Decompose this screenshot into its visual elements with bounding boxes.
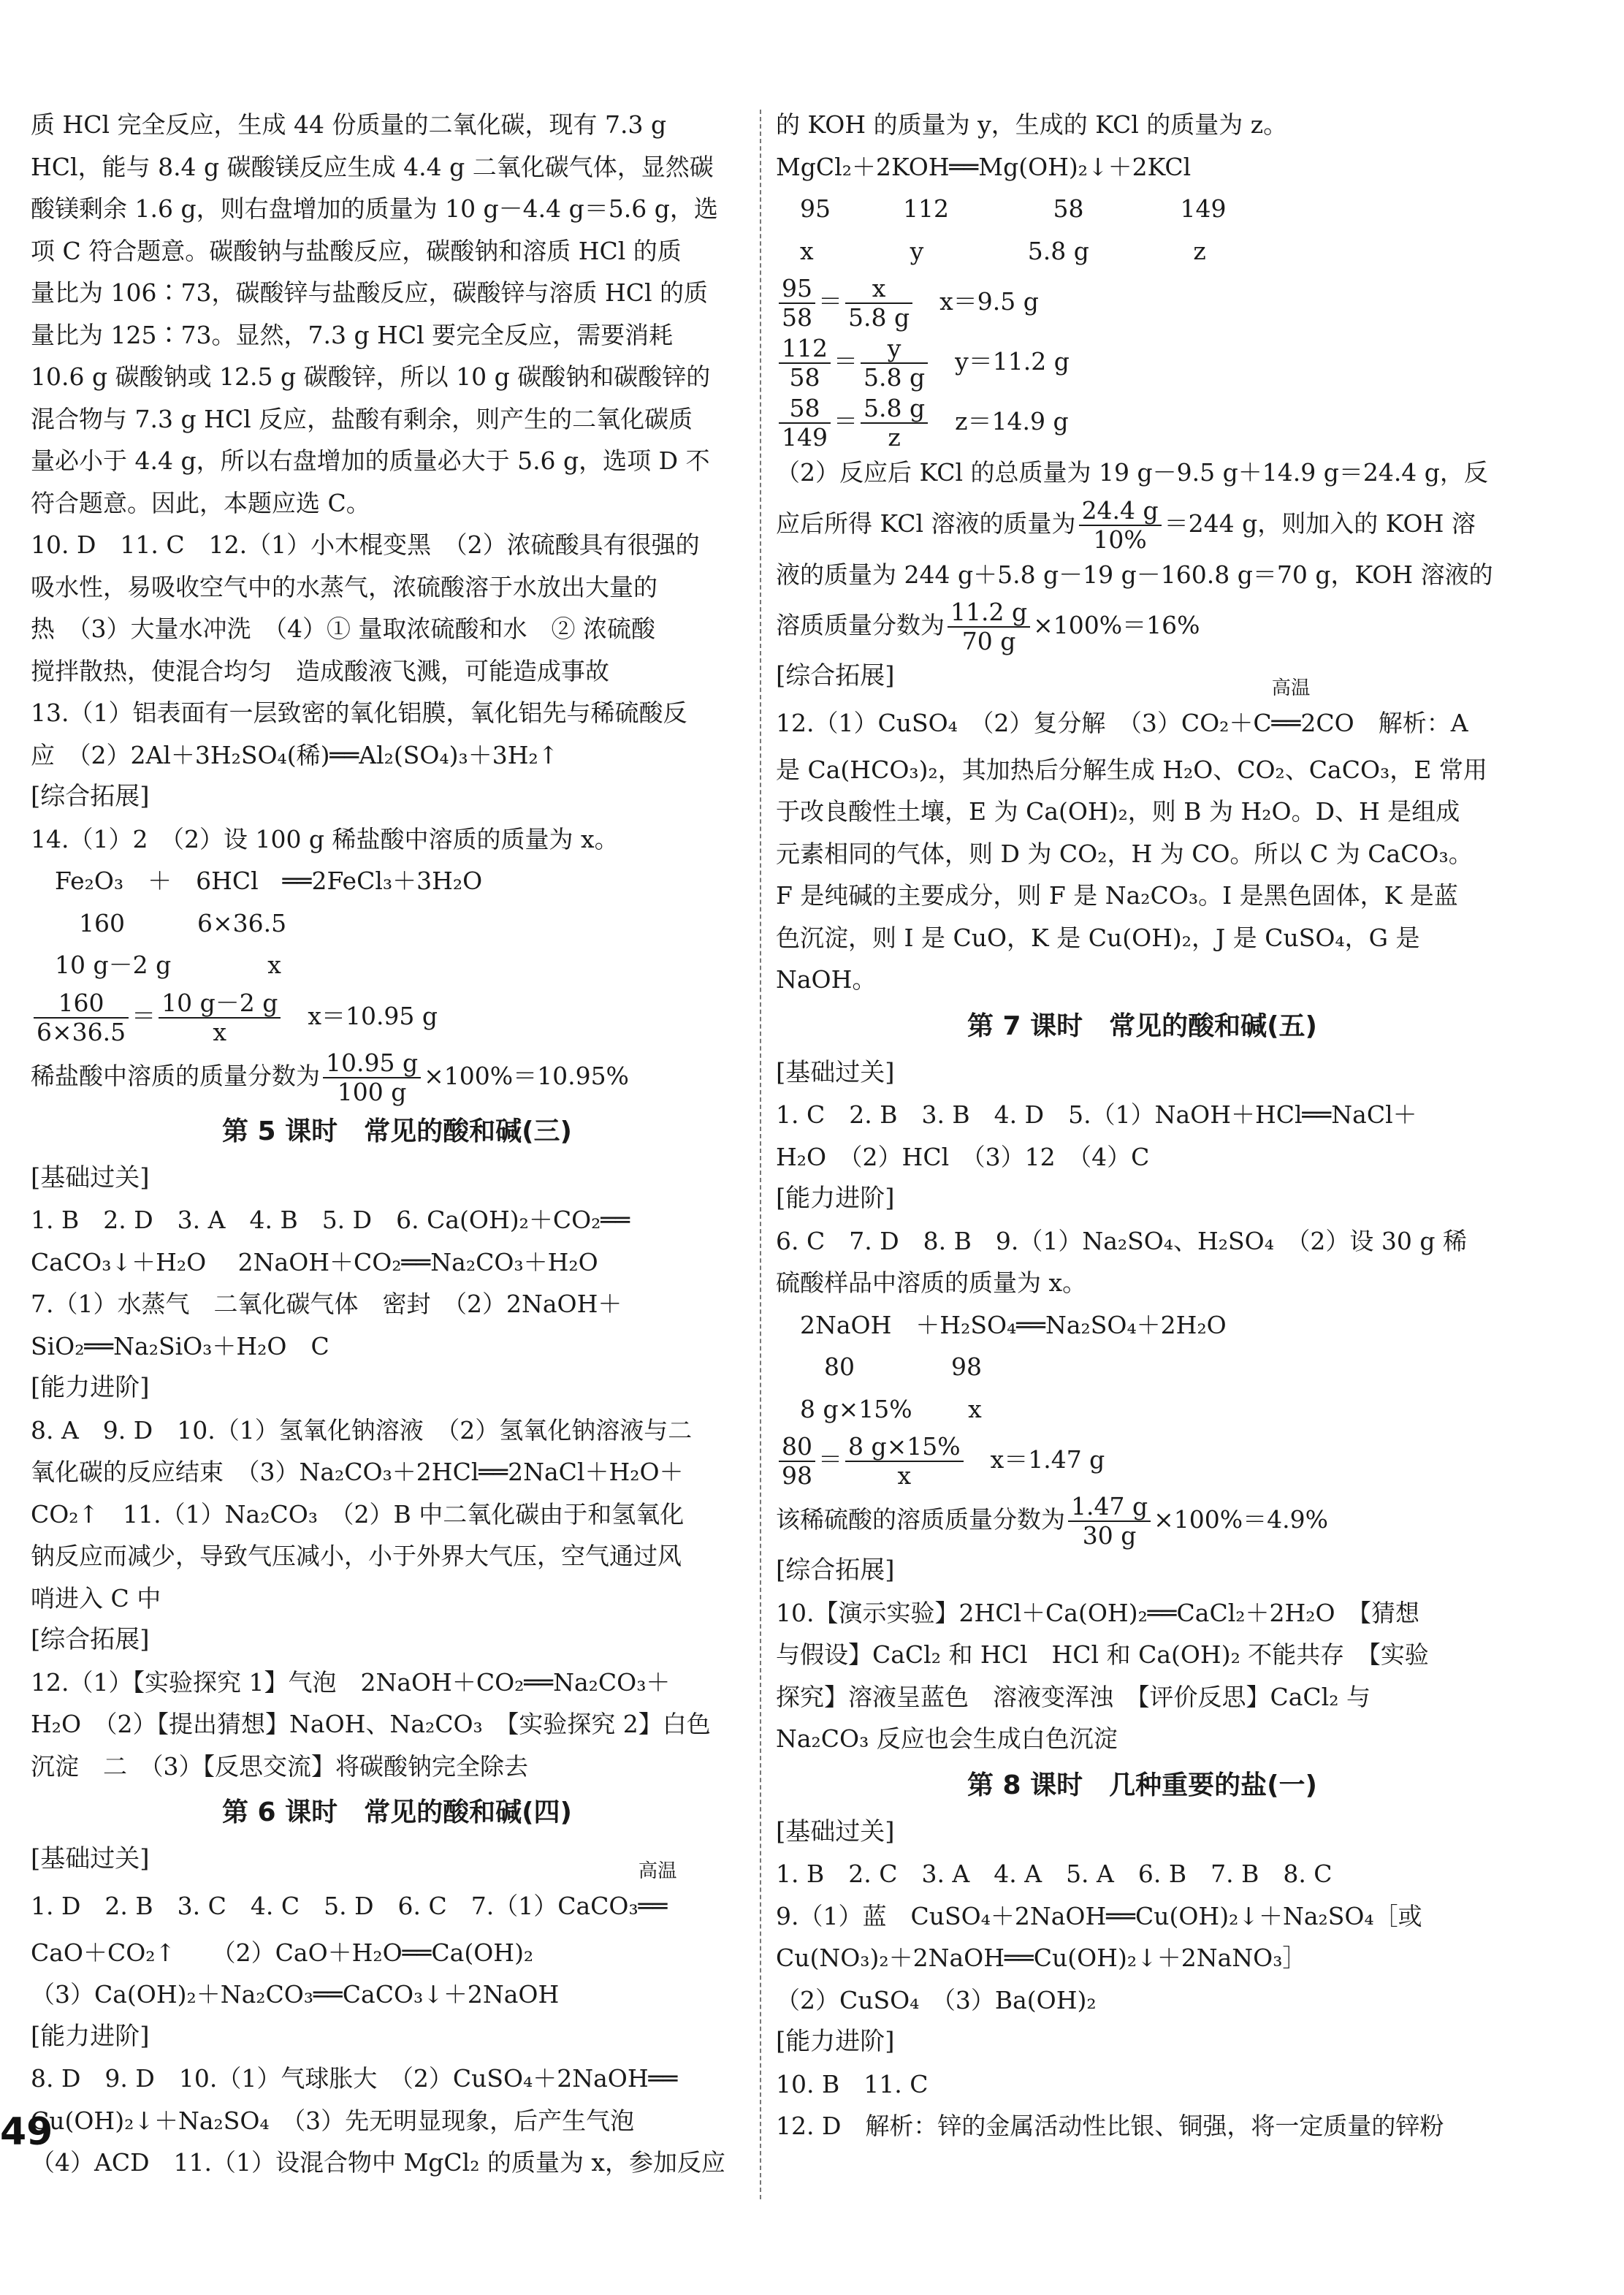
text-line: 的 KOH 的质量为 y，生成的 KCl 的质量为 z。 (776, 110, 1288, 139)
text-line: 12.（1）【实验探究 1】气泡 2NaOH＋CO₂══Na₂CO₃＋ (31, 1667, 671, 1697)
formula-suffix: ×100%＝4.9% (1154, 1505, 1328, 1534)
text-line: 酸镁剩余 1.6 g，则右盘增加的质量为 10 g－4.4 g＝5.6 g，选 (31, 194, 718, 223)
formula-prefix: 12.（1）CuSO₄ （2）复分解 （3）CO₂＋C (776, 708, 1272, 737)
text-line: 2NaOH ＋H₂SO₄══Na₂SO₄＋2H₂O (776, 1310, 1227, 1339)
text-line: （3）Ca(OH)₂＋Na₂CO₃══CaCO₃↓＋2NaOH (31, 1980, 560, 2009)
text-line: 是 Ca(HCO₃)₂，其加热后分解生成 H₂O、CO₂、CaCO₃，E 常用 (776, 755, 1487, 784)
text-line: HCl，能与 8.4 g 碳酸镁反应生成 4.4 g 二氧化碳气体，显然碳 (31, 152, 714, 181)
text-line: Cu(NO₃)₂＋2NaOH══Cu(OH)₂↓＋2NaNO₃］ (776, 1944, 1307, 1972)
text-line: 元素相同的气体，则 D 为 CO₂，H 为 CO。所以 C 为 CaCO₃。 (776, 839, 1473, 868)
text-line: x y 5.8 g z (776, 236, 1206, 265)
formula-line (776, 332, 1509, 392)
fraction-numerator: 112 (779, 335, 831, 364)
formula-line (776, 595, 1509, 655)
text-line: 于改良酸性土壤，E 为 Ca(OH)₂，则 B 为 H₂O。D、H 是组成 (776, 797, 1460, 826)
text-line: 色沉淀，则 I 是 CuO，K 是 Cu(OH)₂，J 是 CuSO₄，G 是 (776, 923, 1420, 952)
formula-line (31, 1046, 763, 1106)
text-line: 液的质量为 244 g＋5.8 g－19 g－160.8 g＝70 g，KOH 溶液的 (776, 560, 1493, 589)
fraction-numerator: 8 g×15% (845, 1433, 964, 1462)
text-line: 吸水性，易吸收空气中的水蒸气，浓硫酸溶于水放出大量的 (31, 572, 657, 601)
text-line: 符合题意。因此，本题应选 C。 (31, 488, 370, 517)
section-label: [能力进阶] (31, 2021, 150, 2051)
formula-prefix: 溶质质量分数为 (776, 611, 945, 639)
fraction-denominator: 5.8 g (848, 303, 910, 332)
text-line: 80 98 (776, 1352, 982, 1381)
formula-suffix: x＝10.95 g (283, 1001, 438, 1030)
fraction-denominator: x (213, 1017, 227, 1046)
fraction-numerator: 10.95 g (323, 1049, 421, 1078)
formula-line (31, 986, 763, 1046)
fraction-denominator: 100 g (337, 1077, 407, 1106)
equals-sign: ＝ (818, 1445, 842, 1474)
fraction-numerator: 10 g－2 g (159, 989, 281, 1019)
text-line: NaOH。 (776, 965, 877, 994)
fraction-denominator: 5.8 g (864, 363, 926, 392)
formula-prefix: 该稀硫酸的溶质质量分数为 (776, 1505, 1065, 1534)
fraction-numerator: 95 (779, 275, 815, 304)
reaction-condition: 高温 (1271, 677, 1311, 700)
text-line: 160 6×36.5 (31, 908, 287, 937)
text-line: H₂O （2）【提出猜想】NaOH、Na₂CO₃ 【实验探究 2】白色 (31, 1710, 711, 1738)
fraction-denominator: 58 (789, 363, 820, 392)
equals-sign: ＝ (834, 407, 858, 435)
lesson-heading: 第 7 课时 常见的酸和碱(五) (967, 1011, 1318, 1041)
fraction-denominator: x (897, 1461, 912, 1490)
text-line: 硫酸样品中溶质的质量为 x。 (776, 1268, 1087, 1297)
text-line: 10.【演示实验】2HCl＋Ca(OH)₂══CaCl₂＋2H₂O 【猜想 (776, 1598, 1420, 1627)
fraction-denominator: z (888, 423, 901, 452)
formula-prefix: 稀盐酸中溶质的质量分数为 (31, 1061, 320, 1090)
fraction-numerator: 11.2 g (948, 598, 1030, 628)
text-line: （2）CuSO₄ （3）Ba(OH)₂ (776, 1985, 1097, 2014)
text-line: CaO＋CO₂↑ （2）CaO＋H₂O══Ca(OH)₂ (31, 1938, 534, 1967)
text-line: 量必小于 4.4 g，所以右盘增加的质量必大于 5.6 g，选项 D 不 (31, 446, 710, 475)
fraction (861, 395, 928, 452)
text-line: 14.（1）2 （2）设 100 g 稀盐酸中溶质的质量为 x。 (31, 824, 619, 853)
fraction (845, 1433, 964, 1490)
page-number: 49 (0, 2110, 53, 2154)
column-divider (760, 110, 761, 2199)
formula-suffix: y＝11.2 g (931, 347, 1070, 376)
section-label: [基础过关] (776, 1816, 895, 1846)
section-label: [能力进阶] (776, 1184, 895, 1213)
text-line: 热 （3）大量水冲洗 （4）① 量取浓硫酸和水 ② 浓硫酸 (31, 614, 655, 643)
formula-suffix: z＝14.9 g (931, 407, 1069, 435)
text-line: 量比为 125∶73。显然，7.3 g HCl 要完全反应，需要消耗 (31, 320, 674, 349)
text-line: （2）反应后 KCl 的总质量为 19 g－9.5 g＋14.9 g＝24.4 g，反 (776, 458, 1488, 487)
text-line: 沉淀 二 （3）【反思交流】将碳酸钠完全除去 (31, 1751, 528, 1781)
formula-prefix: 1. D 2. B 3. C 4. C 5. D 6. C 7.（1）CaCO₃ (31, 1891, 638, 1920)
section-label: [基础过关] (31, 1162, 150, 1192)
text-line: 8. D 9. D 10.（1）气球胀大 （2）CuSO₄＋2NaOH══ (31, 2064, 678, 2093)
fraction (159, 989, 281, 1046)
reaction-equals: ══ (638, 1891, 668, 1920)
text-line: 7.（1）水蒸气 二氧化碳气体 密封 （2）2NaOH＋ (31, 1290, 622, 1318)
text-line: 钠反应而减少，导致气压减小，小于外界大气压，空气通过风 (31, 1542, 682, 1570)
reaction-arrow (638, 1860, 677, 1932)
fraction (1068, 1493, 1151, 1550)
fraction (779, 275, 815, 332)
fraction (1079, 497, 1162, 554)
text-line: 1. C 2. B 3. B 4. D 5.（1）NaOH＋HCl══NaCl＋ (776, 1100, 1417, 1129)
fraction (845, 275, 912, 332)
text-line: 氧化碳的反应结束 （3）Na₂CO₃＋2HCl══2NaCl＋H₂O＋ (31, 1458, 684, 1486)
formula-suffix: ×100%＝16% (1033, 611, 1200, 639)
text-line: （4）ACD 11.（1）设混合物中 MgCl₂ 的质量为 x，参加反应 (31, 2148, 726, 2177)
equals-sign: ＝ (818, 287, 842, 316)
text-line: 10.6 g 碳酸钠或 12.5 g 碳酸锌，所以 10 g 碳酸钠和碳酸锌的 (31, 362, 711, 391)
fraction (323, 1049, 421, 1106)
formula-suffix: ×100%＝10.95% (424, 1061, 629, 1090)
text-line: Na₂CO₃ 反应也会生成白色沉淀 (776, 1724, 1118, 1753)
section-label: [综合拓展] (31, 1625, 150, 1654)
section-label: [基础过关] (776, 1057, 895, 1087)
fraction-numerator: x (845, 275, 912, 304)
text-line: MgCl₂＋2KOH══Mg(OH)₂↓＋2KCl (776, 152, 1192, 181)
formula-line (31, 1860, 763, 1932)
text-line: 项 C 符合题意。碳酸钠与盐酸反应，碳酸钠和溶质 HCl 的质 (31, 236, 682, 265)
fraction (779, 1433, 815, 1490)
text-line: 质 HCl 完全反应，生成 44 份质量的二氧化碳，现有 7.3 g (31, 110, 667, 139)
formula-suffix: 2CO 解析：A (1300, 708, 1468, 737)
reaction-equals: ══ (1271, 708, 1301, 737)
section-label: [综合拓展] (31, 782, 150, 811)
text-line: 搅拌散热，使混合均匀 造成酸液飞溅，可能造成事故 (31, 656, 609, 685)
text-line: 混合物与 7.3 g HCl 反应，盐酸有剩余，则产生的二氧化碳质 (31, 404, 693, 433)
fraction-numerator: 5.8 g (861, 395, 928, 424)
fraction-denominator: 149 (782, 423, 828, 452)
fraction (779, 335, 831, 392)
text-line: 12. D 解析：锌的金属活动性比银、铜强，将一定质量的锌粉 (776, 2112, 1444, 2140)
fraction-denominator: 10% (1093, 525, 1147, 554)
formula-line (776, 677, 1509, 749)
fraction-numerator: 24.4 g (1079, 497, 1162, 526)
fraction-denominator: 98 (782, 1461, 812, 1490)
formula-line (776, 494, 1509, 554)
text-line: H₂O （2）HCl （3）12 （4）C (776, 1142, 1150, 1171)
formula-prefix: 应后所得 KCl 溶液的质量为 (776, 509, 1076, 538)
formula-line (776, 392, 1509, 452)
fraction (779, 395, 831, 452)
section-label: [基础过关] (31, 1844, 150, 1873)
fraction-numerator: 80 (779, 1433, 815, 1462)
text-line: 13.（1）铝表面有一层致密的氧化铝膜，氧化铝先与稀硫酸反 (31, 699, 687, 727)
lesson-heading: 第 8 课时 几种重要的盐(一) (967, 1770, 1318, 1800)
text-line: 10. D 11. C 12.（1）小木棍变黑 （2）浓硫酸具有很强的 (31, 530, 700, 559)
text-line: 量比为 106∶73，碳酸锌与盐酸反应，碳酸锌与溶质 HCl 的质 (31, 278, 709, 307)
equals-sign: ＝ (834, 347, 858, 376)
text-line: 探究】溶液呈蓝色 溶液变浑浊 【评价反思】CaCl₂ 与 (776, 1682, 1371, 1711)
formula-suffix: ＝244 g，则加入的 KOH 溶 (1164, 509, 1476, 538)
section-label: [综合拓展] (776, 1556, 895, 1585)
fraction (948, 598, 1030, 655)
formula-line (776, 272, 1509, 332)
text-line: 8. A 9. D 10.（1）氢氧化钠溶液 （2）氢氧化钠溶液与二 (31, 1415, 693, 1445)
formula-suffix: x＝9.5 g (915, 287, 1039, 316)
fraction-denominator: 6×36.5 (37, 1017, 126, 1046)
section-label: [能力进阶] (31, 1373, 150, 1402)
right-column (776, 104, 1509, 2147)
text-line: Fe₂O₃ ＋ 6HCl ══2FeCl₃＋3H₂O (31, 867, 483, 895)
section-label: [综合拓展] (776, 661, 895, 690)
text-line: Cu(OH)₂↓＋Na₂SO₄ （3）先无明显现象，后产生气泡 (31, 2106, 635, 2135)
text-line: 1. B 2. C 3. A 4. A 5. A 6. B 7. B 8. C (776, 1860, 1333, 1888)
fraction-denominator: 58 (782, 303, 812, 332)
text-line: 哨进入 C 中 (31, 1583, 161, 1613)
formula-suffix: x＝1.47 g (966, 1445, 1105, 1474)
text-line: 8 g×15% x (776, 1394, 982, 1423)
formula-line (776, 1490, 1509, 1550)
text-line: 95 112 58 149 (776, 194, 1227, 223)
text-line: F 是纯碱的主要成分，则 F 是 Na₂CO₃。I 是黑色固体，K 是蓝 (776, 881, 1458, 910)
formula-line (776, 1430, 1509, 1490)
fraction-numerator: 58 (779, 395, 831, 424)
text-line: 1. B 2. D 3. A 4. B 5. D 6. Ca(OH)₂＋CO₂══ (31, 1206, 630, 1234)
left-column (31, 104, 763, 2184)
fraction-denominator: 30 g (1082, 1521, 1137, 1550)
text-line: CO₂↑ 11.（1）Na₂CO₃ （2）B 中二氧化碳由于和氢氧化 (31, 1499, 685, 1529)
fraction (861, 335, 928, 392)
equals-sign: ＝ (131, 1001, 156, 1030)
fraction (34, 989, 129, 1046)
fraction-denominator: 70 g (961, 627, 1016, 655)
text-line: SiO₂══Na₂SiO₃＋H₂O C (31, 1331, 329, 1360)
fraction-numerator: y (861, 335, 928, 364)
text-line: 10 g－2 g x (31, 951, 281, 979)
text-line: 10. B 11. C (776, 2069, 929, 2098)
fraction-numerator: 160 (34, 989, 129, 1019)
text-line: 6. C 7. D 8. B 9.（1）Na₂SO₄、H₂SO₄ （2）设 30 g 稀 (776, 1226, 1468, 1255)
lesson-heading: 第 6 课时 常见的酸和碱(四) (221, 1797, 573, 1827)
section-label: [能力进阶] (776, 2027, 895, 2056)
fraction-numerator: 1.47 g (1068, 1493, 1151, 1522)
reaction-condition: 高温 (638, 1860, 677, 1883)
reaction-arrow (1271, 677, 1311, 749)
text-line: 9.（1）蓝 CuSO₄＋2NaOH══Cu(OH)₂↓＋Na₂SO₄［或 (776, 1901, 1422, 1930)
lesson-heading: 第 5 课时 常见的酸和碱(三) (221, 1116, 573, 1146)
text-line: 与假设】CaCl₂ 和 HCl HCl 和 Ca(OH)₂ 不能共存 【实验 (776, 1640, 1429, 1669)
text-line: 应 （2）2Al＋3H₂SO₄(稀)══Al₂(SO₄)₃＋3H₂↑ (31, 740, 559, 769)
text-line: CaCO₃↓＋H₂O 2NaOH＋CO₂══Na₂CO₃＋H₂O (31, 1247, 598, 1276)
